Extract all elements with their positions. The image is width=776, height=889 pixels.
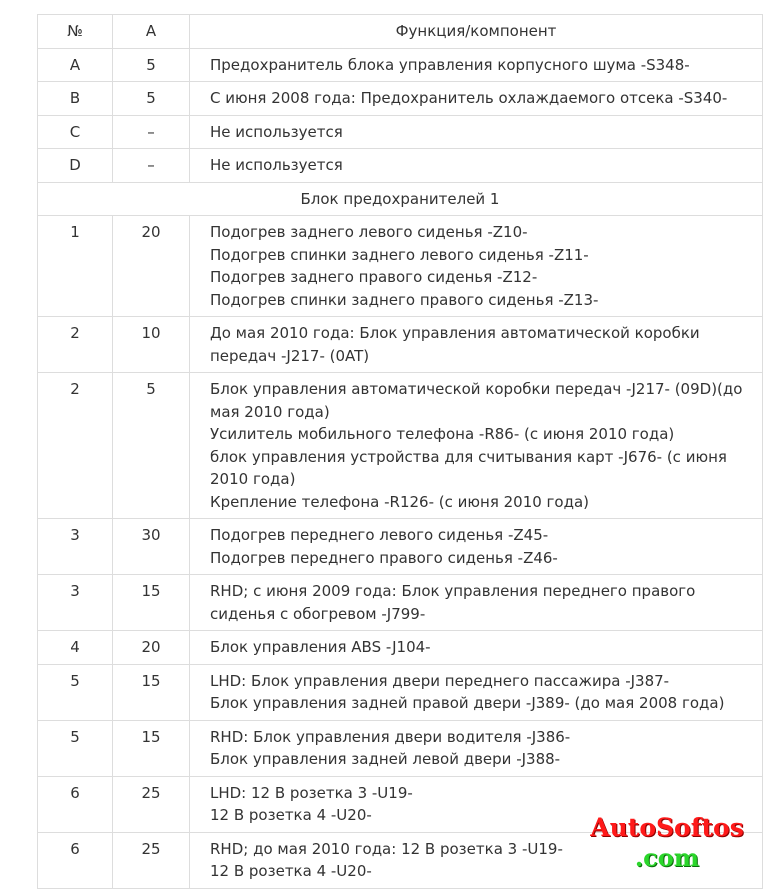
func-line: Подогрев спинки заднего правого сиденья -Z13- [210, 290, 599, 309]
func-line: Блок управления задней правой двери -J389- (до мая 2008 года) [210, 694, 725, 712]
table-row [38, 720, 763, 776]
cell-func [190, 149, 763, 183]
func-line: Крепление телефона -R126- (с июня 2010 года) [210, 492, 590, 511]
cell-num: 6 [38, 776, 113, 832]
cell-amp: 5 [113, 373, 190, 519]
func-line: Подогрев переднего правого сиденья -Z46- [210, 548, 558, 567]
cell-amp: 15 [113, 575, 190, 631]
func-line: Не используется [210, 122, 343, 141]
header-func: Функция/компонент [190, 15, 763, 49]
table-header-row [38, 15, 763, 49]
cell-func [190, 48, 763, 82]
cell-func [190, 575, 763, 631]
func-line: Блок управления ABS -J104- [210, 638, 431, 656]
cell-amp: 20 [113, 631, 190, 665]
table-row [38, 373, 763, 519]
func-line: RHD: Блок управления двери водителя -J386- [210, 727, 571, 746]
table-body-bottom [38, 216, 763, 889]
cell-func [190, 664, 763, 720]
cell-func [190, 720, 763, 776]
func-line: Блок управления задней левой двери -J388- [210, 750, 561, 768]
cell-amp: 25 [113, 832, 190, 888]
cell-num: 2 [38, 317, 113, 373]
func-line: RHD; до мая 2010 года: 12 В розетка 3 -U19- [210, 839, 563, 858]
table-row [38, 631, 763, 665]
watermark-logo [572, 813, 762, 873]
cell-num: D [38, 149, 113, 183]
table-row [38, 216, 763, 317]
cell-num: 5 [38, 664, 113, 720]
section-body [38, 182, 763, 216]
cell-num: 3 [38, 575, 113, 631]
cell-amp: 5 [113, 82, 190, 116]
func-line: С июня 2008 года: Предохранитель охлаждаемого отсека -S340- [210, 89, 728, 107]
cell-amp: – [113, 149, 190, 183]
cell-func [190, 115, 763, 149]
section-row [38, 182, 763, 216]
cell-num: 2 [38, 373, 113, 519]
table-row [38, 575, 763, 631]
cell-num: B [38, 82, 113, 116]
section-title: Блок предохранителей 1 [38, 182, 763, 216]
table-body-top [38, 48, 763, 182]
table-row [38, 115, 763, 149]
cell-num: 3 [38, 519, 113, 575]
func-line: 12 В розетка 4 -U20- [210, 862, 372, 880]
cell-amp: – [113, 115, 190, 149]
table-row [38, 519, 763, 575]
func-line: Подогрев заднего левого сиденья -Z10- [210, 223, 528, 241]
cell-amp: 30 [113, 519, 190, 575]
table-row [38, 82, 763, 116]
cell-num: 6 [38, 832, 113, 888]
cell-func [190, 631, 763, 665]
cell-num: 1 [38, 216, 113, 317]
func-line: LHD: 12 В розетка 3 -U19- [210, 783, 413, 802]
cell-amp: 20 [113, 216, 190, 317]
func-line: До мая 2010 года: Блок управления автоматической коробки передач -J217- (0AT) [210, 324, 700, 365]
func-line: блок управления устройства для считывания карт -J676- (с июня 2010 года) [210, 447, 727, 488]
func-line: Подогрев спинки заднего левого сиденья -Z11- [210, 245, 589, 264]
cell-func [190, 519, 763, 575]
header-num: № [38, 15, 113, 49]
cell-func [190, 373, 763, 519]
cell-amp: 10 [113, 317, 190, 373]
func-line: Предохранитель блока управления корпусного шума -S348- [210, 55, 690, 74]
cell-num: A [38, 48, 113, 82]
cell-num: 4 [38, 631, 113, 665]
func-line: LHD: Блок управления двери переднего пассажира -J387- [210, 671, 670, 690]
func-line: Блок управления автоматической коробки передач -J217- (09D)(до мая 2010 года) [210, 380, 743, 421]
table-row [38, 48, 763, 82]
func-line: RHD; с июня 2009 года: Блок управления переднего правого сиденья с обогревом -J799- [210, 582, 696, 623]
header-amp: A [113, 15, 190, 49]
cell-amp: 15 [113, 664, 190, 720]
func-line: Усилитель мобильного телефона -R86- (с июня 2010 года) [210, 425, 675, 443]
func-line: 12 В розетка 4 -U20- [210, 806, 372, 824]
table-row [38, 317, 763, 373]
cell-amp: 5 [113, 48, 190, 82]
table-row [38, 664, 763, 720]
cell-amp: 15 [113, 720, 190, 776]
cell-func [190, 317, 763, 373]
cell-func [190, 82, 763, 116]
watermark-line1: AutoSoftos [590, 813, 744, 842]
cell-amp: 25 [113, 776, 190, 832]
cell-num: C [38, 115, 113, 149]
func-line: Подогрев переднего левого сиденья -Z45- [210, 526, 549, 544]
cell-num: 5 [38, 720, 113, 776]
table-row [38, 149, 763, 183]
fuse-table [37, 14, 763, 889]
func-line: Подогрев заднего правого сиденья -Z12- [210, 268, 538, 286]
func-line: Не используется [210, 156, 343, 174]
cell-func [190, 216, 763, 317]
watermark-line2: .com [634, 843, 700, 872]
